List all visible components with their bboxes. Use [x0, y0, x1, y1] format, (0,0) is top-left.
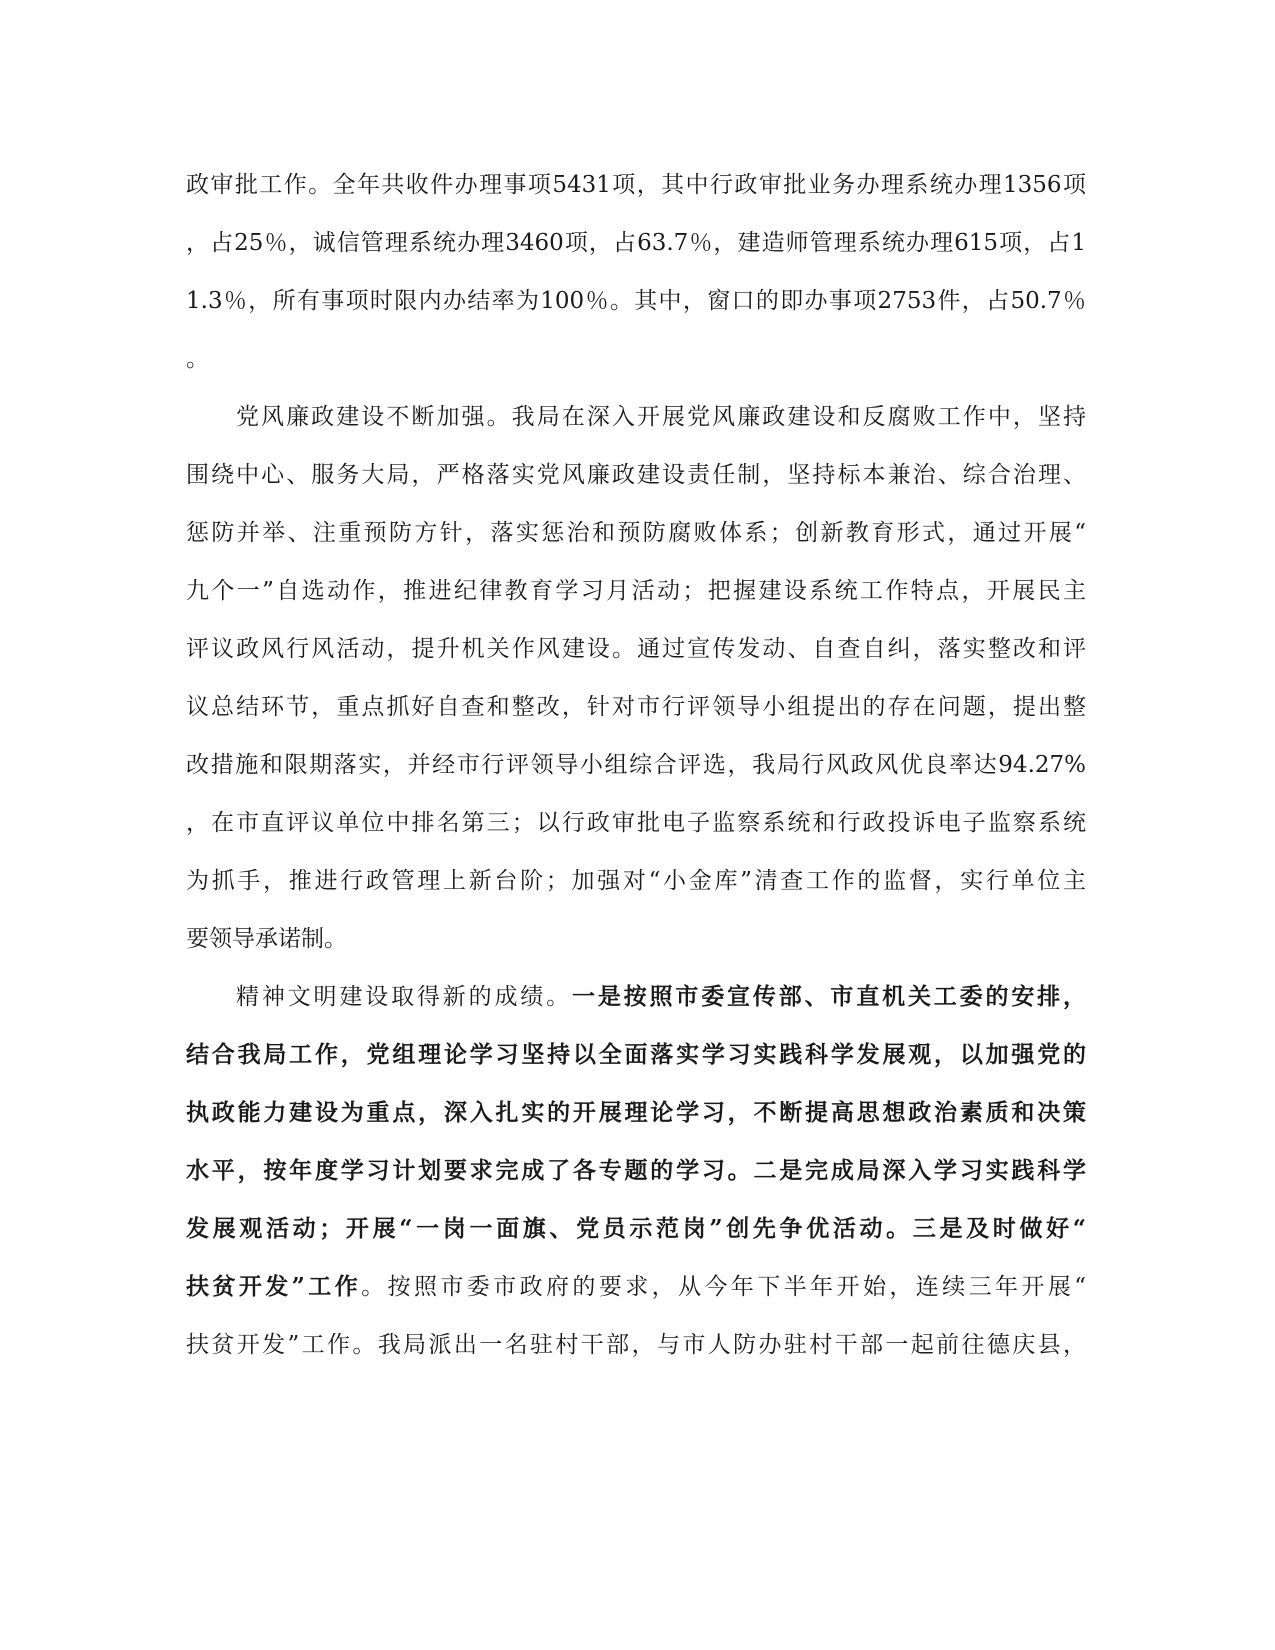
text-bold: 一是按照市委宣传部、市直机关工委的安排， — [571, 983, 1086, 1010]
body-text-line: 围绕中心、服务大局，严格落实党风廉政建设责任制，坚持标本兼治、综合治理、 — [186, 462, 1086, 488]
body-text-line: 为抓手，推进行政管理上新台阶；加强对“小金库”清查工作的监督，实行单位主 — [186, 868, 1086, 894]
body-text-line-bold: 水平，按年度学习计划要求完成了各专题的学习。二是完成局深入学习实践科学 — [186, 1157, 1086, 1184]
body-text-line: 1.3％，所有事项时限内办结率为100％。其中，窗口的即办事项2753件，占50.7％ — [186, 288, 1086, 314]
body-text-line: 评议政风行风活动，提升机关作风建设。通过宣传发动、自查自纠，落实整改和评 — [186, 636, 1086, 662]
text-normal: 。按照市委市政府的要求，从今年下半年开始，连续三年开展“ — [361, 1274, 1086, 1300]
body-text-line: 议总结环节，重点抓好自查和整改，针对市行评领导小组提出的存在问题，提出整 — [186, 694, 1086, 720]
body-text-line-bold: 执政能力建设为重点，深入扎实的开展理论学习，不断提高思想政治素质和决策 — [186, 1099, 1086, 1126]
body-text-line: 九个一”自选动作，推进纪律教育学习月活动；把握建设系统工作特点，开展民主 — [186, 578, 1086, 604]
body-text-line — [186, 1267, 1086, 1307]
body-text-line: 要领导承诺制。 — [186, 926, 347, 952]
body-text-line: 惩防并举、注重预防方针，落实惩治和预防腐败体系；创新教育形式，通过开展“ — [186, 520, 1086, 546]
body-text-line: 。 — [186, 346, 209, 372]
text-bold: 扶贫开发”工作 — [186, 1273, 362, 1300]
body-text-line: ，在市直评议单位中排名第三；以行政审批电子监察系统和行政投诉电子监察系统 — [186, 810, 1086, 836]
paragraph-first-line: 党风廉政建设不断加强。我局在深入开展党风廉政建设和反腐败工作中，坚持 — [236, 404, 1086, 430]
body-text-line-bold: 发展观活动；开展“一岗一面旗、党员示范岗”创先争优活动。三是及时做好“ — [186, 1215, 1086, 1242]
body-text-line: 扶贫开发”工作。我局派出一名驻村干部，与市人防办驻村干部一起前往德庆县， — [186, 1332, 1086, 1358]
body-text-line: ，占25％，诚信管理系统办理3460项，占63.7％，建造师管理系统办理615项，占1 — [186, 230, 1086, 256]
body-text-line-bold: 结合我局工作，党组理论学习坚持以全面落实学习实践科学发展观，以加强党的 — [186, 1041, 1086, 1068]
text-normal: 精神文明建设取得新的成绩。 — [236, 984, 572, 1010]
body-text-line: 政审批工作。全年共收件办理事项5431项，其中行政审批业务办理系统办理1356项 — [186, 172, 1086, 198]
body-text-line: 改措施和限期落实，并经市行评领导小组综合评选，我局行风政风优良率达94.27% — [186, 752, 1086, 778]
paragraph-first-line — [236, 977, 1086, 1017]
